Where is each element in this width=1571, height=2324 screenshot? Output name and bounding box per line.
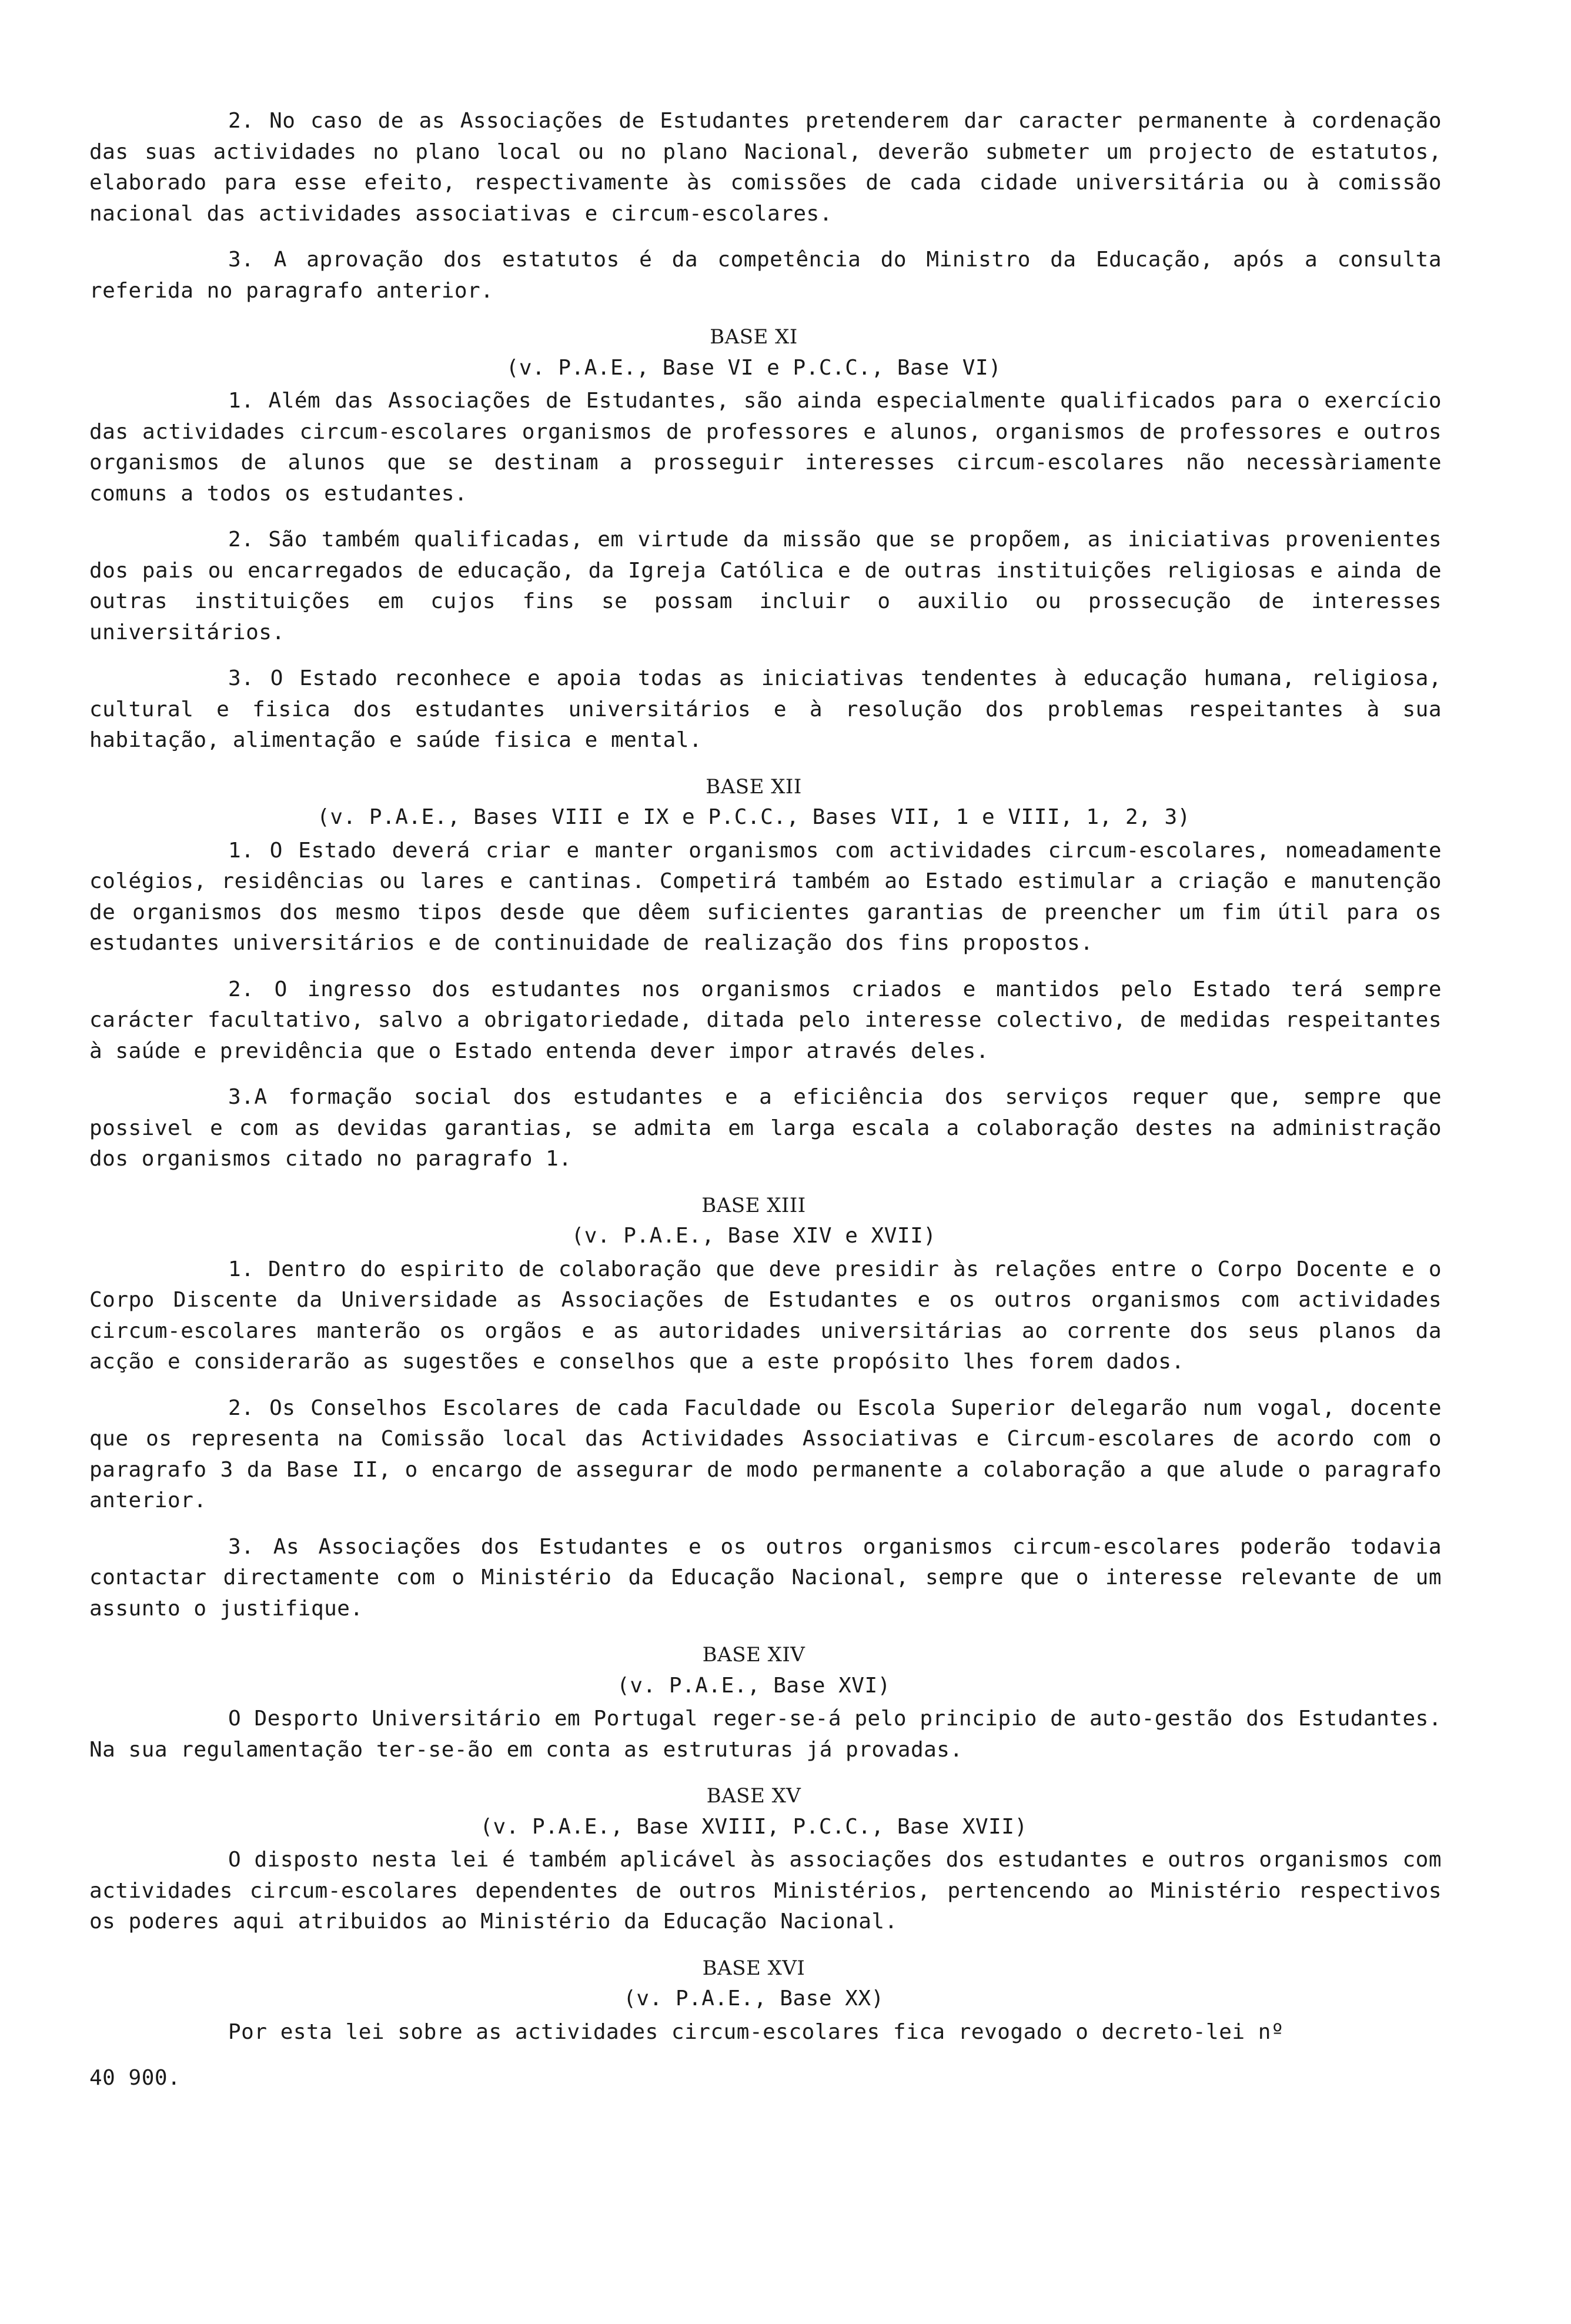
base-reference: (v. P.A.E., Base XVI) (617, 1673, 891, 1698)
base-title: BASE XII (706, 774, 802, 799)
document-page (89, 106, 1442, 2094)
base-section (89, 1953, 1442, 2048)
base-reference: (v. P.A.E., Base XX) (623, 1986, 884, 2011)
base-section (89, 772, 1442, 1175)
base-paragraph: 2. O ingresso dos estudantes nos organismos criados e mantidos pelo Estado terá sempre carácter facultativo, salvo a obrigatoriedade, ditada pelo interesse colectivo, de medidas respeitantes à saúde e previdência que o Estado entenda dever impor através deles. (89, 977, 1442, 1063)
base-title: BASE XIII (701, 1193, 806, 1217)
base-reference: (v. P.A.E., Base XVIII, P.C.C., Base XVII) (480, 1814, 1028, 1839)
base-title: BASE XI (710, 325, 798, 349)
base-paragraph: 3. As Associações dos Estudantes e os outros organismos circum-escolares poderão todavia contactar directamente com o Ministério da Educação Nacional, sempre que o interesse relevante de um assunto o justifique. (89, 1534, 1442, 1621)
base-title: BASE XV (706, 1784, 801, 1808)
base-section (89, 1190, 1442, 1625)
base-paragraph: 2. São também qualificadas, em virtude da missão que se propõem, as iniciativas provenientes dos pais ou encarregados de educação, da Igreja Católica e de outras instituições religiosas e ainda de outras instituições em cujos fins se possam incluir o auxilio ou prossecução de interesses universitários. (89, 527, 1442, 645)
bases-section (89, 322, 1442, 2048)
base-paragraph: 3.A formação social dos estudantes e a eficiência dos serviços requer que, sempre que possivel e com as devidas garantias, se admita em larga escala a colaboração destes na administração dos organismos citado no paragrafo 1. (89, 1085, 1442, 1171)
base-paragraph: 3. O Estado reconhece e apoia todas as iniciativas tendentes à educação humana, religiosa, cultural e fisica dos estudantes universitários e à resolução dos problemas respeitantes à sua habitação, alimentação e saúde fisica e mental. (89, 666, 1442, 752)
base-paragraph: 1. O Estado deverá criar e manter organismos com actividades circum-escolares, nomeadamente colégios, residências ou lares e cantinas. Competirá também ao Estado estimular a criação e manutenção de organismos dos mesmo tipos desde que dêem suficientes garantias de preencher um fim útil para os estudantes universitários e de continuidade de realização dos fins propostos. (89, 838, 1442, 955)
base-section (89, 1781, 1442, 1938)
base-reference: (v. P.A.E., Base XIV e XVII) (571, 1224, 937, 1248)
base-paragraph: 1. Dentro do espirito de colaboração que deve presidir às relações entre o Corpo Docente e o Corpo Discente da Universidade as Associações de Estudantes e os outros organismos com actividades circum-escolares manterão os orgãos e as autoridades universitárias ao corrente dos seus planos da acção e considerarão as sugestões e conselhos que a este propósito lhes forem dados. (89, 1257, 1442, 1374)
base-reference: (v. P.A.E., Base VI e P.C.C., Base VI) (506, 355, 1002, 380)
base-reference: (v. P.A.E., Bases VIII e IX e P.C.C., Bases VII, 1 e VIII, 1, 2, 3) (317, 805, 1191, 829)
base-paragraph: 1. Além das Associações de Estudantes, são ainda especialmente qualificados para o exercício das actividades circum-escolares organismos de professores e alunos, organismos de professores e outros organismos de alunos que se destinam a prosseguir interesses circum-escolares não necessàriamente comuns a todos os estudantes. (89, 389, 1442, 506)
base-paragraph: 2. Os Conselhos Escolares de cada Faculdade ou Escola Superior delegarão num vogal, docente que os representa na Comissão local das Actividades Associativas e Circum-escolares de acordo com o paragrafo 3 da Base II, o encargo de assegurar de modo permanente a colaboração a que alude o paragrafo anterior. (89, 1395, 1442, 1512)
base-paragraph: O Desporto Universitário em Portugal reger-se-á pelo principio de auto-gestão dos Estudantes. Na sua regulamentação ter-se-ão em conta as estruturas já provadas. (89, 1707, 1442, 1762)
base-section (89, 322, 1442, 756)
paragraph: 3. A aprovação dos estatutos é da competência do Ministro da Educação, após a consulta referida no paragrafo anterior. (89, 248, 1442, 303)
base-title: BASE XIV (702, 1643, 805, 1667)
base-paragraph: Por esta lei sobre as actividades circum-escolares fica revogado o decreto-lei nº (228, 2019, 1285, 2044)
base-section (89, 1640, 1442, 1765)
intro-section (89, 106, 1442, 306)
base-paragraph: O disposto nesta lei é também aplicável às associações dos estudantes e outros organismos com actividades circum-escolares dependentes de outros Ministérios, pertencendo ao Ministério respectivos os poderes aqui atribuidos ao Ministério da Educação Nacional. (89, 1848, 1442, 1934)
base-title: BASE XVI (702, 1956, 805, 1980)
closing-text: 40 900. (89, 2066, 181, 2090)
paragraph: 2. No caso de as Associações de Estudantes pretenderem dar caracter permanente à cordenação das suas actividades no plano local ou no plano Nacional, deverão submeter um projecto de estatutos, elaborado para esse efeito, respectivamente às comissões de cada cidade universitária ou à comissão nacional das actividades associativas e circum-escolares. (89, 109, 1442, 226)
